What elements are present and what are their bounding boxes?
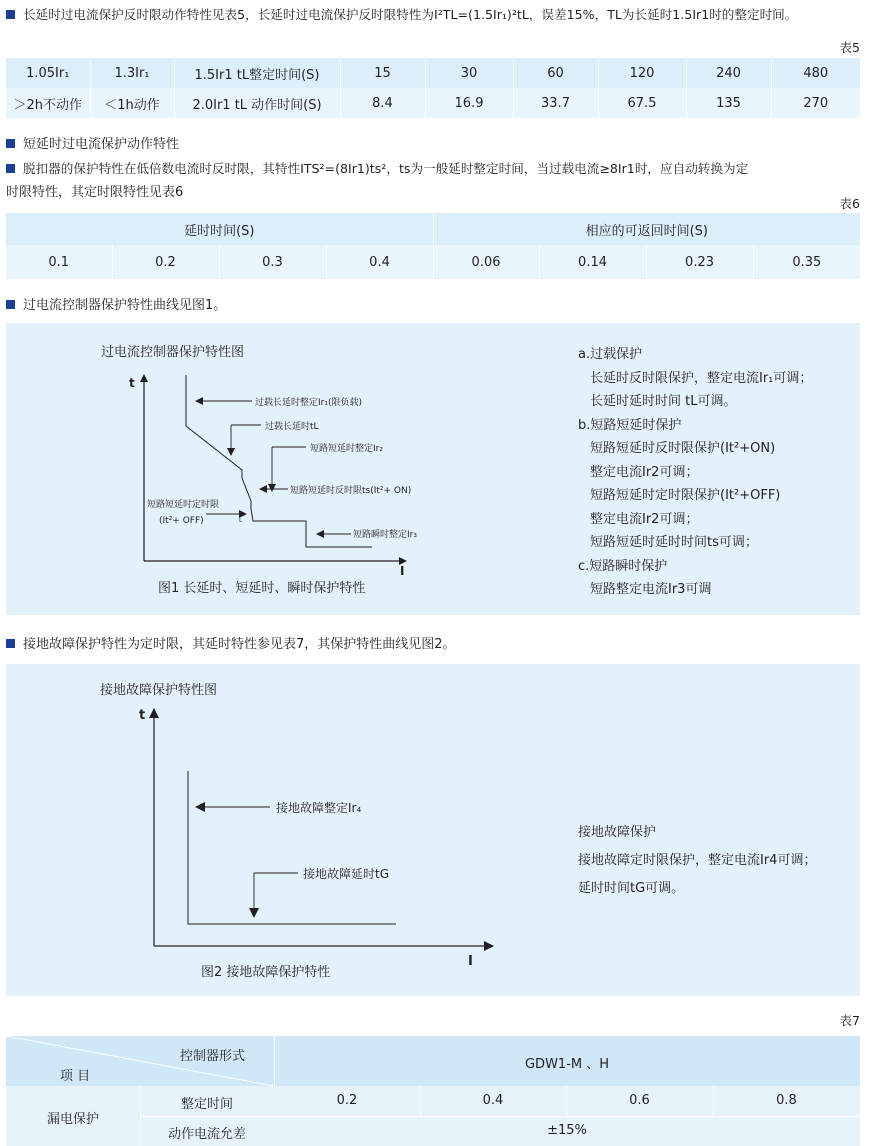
note-b4: 整定电流Ir2可调； [590,511,699,527]
fig2-panel [6,664,860,996]
table5-cell: ＜1h动作 [90,88,174,118]
table7-row2-name: 动作电流允差 [167,1127,246,1142]
note-a2: 长延时延时时间 tL可调。 [590,394,737,409]
table5-cell: 15 [340,58,425,88]
table7-cell: 0.2 [336,1093,358,1108]
bullet-square-icon [6,300,15,309]
fig1-label-def: 短路短延时定时限 [147,500,220,510]
table7-label: 表7 [839,1013,860,1028]
fig1-caption: 图1 长延时、短延时、瞬时保护特性 [158,581,366,596]
fig2-note-2: 延时时间tG可调。 [578,881,685,896]
table6-cell: 0.4 [326,245,433,279]
table7-row1-name: 整定时间 [180,1097,233,1112]
fig1-axis-t-label: t [129,376,135,390]
table5-cell: ＞2h不动作 [13,97,82,113]
table7-corner-bottom: 项 目 [60,1069,91,1084]
table7-cell: 0.6 [629,1093,650,1108]
bullet-square-icon [6,139,15,148]
fig1-label-ts-on: 短路短延时反时限ts(It²+ ON) [290,486,412,496]
fig2-caption: 图2 接地故障保护特性 [201,965,331,980]
note-b5: 短路短延时延时时间ts可调； [590,535,758,550]
para-long-delay: 长延时过电流保护反时限动作特性见表5，长延时过电流保护反时限特性为I²TL=(1.5Ir₁)²tL，误差15%，TL为长延时1.5Ir1时的整定时间。 [6,6,797,25]
table5-cell: 120 [598,58,686,88]
para-ground-fault: 接地故障保护特性为定时限，其延时特性参见表7，其保护特性曲线见图2。 [6,636,456,654]
note-b3: 短路短延时定时限保护(It²+OFF) [590,488,781,503]
fig1-notes [578,343,812,602]
bullet-square-icon [6,164,15,173]
note-a1: 长延时反时限保护，整定电流Ir₁可调； [590,370,813,386]
table5-cell: 67.5 [598,88,686,118]
fig1-title: 过电流控制器保护特性图 [101,345,245,360]
para-release-line2: 时限特性，其定时限特性见表6 [6,185,184,200]
note-b2: 整定电流Ir2可调； [590,464,699,480]
fig1-label-ir1: 过载长延时整定Ir₁(限负载) [255,398,362,408]
table6-header-delay: 延时时间(S) [184,223,255,239]
table5-cell: 1.05Ir₁ [26,65,70,81]
table5-label: 表5 [839,40,860,55]
table6-values-row [6,245,860,279]
table5-cell: 270 [771,88,860,118]
fig2-note-1: 接地故障定时限保护，整定电流Ir4可调； [578,853,817,868]
fig1-label-small: L [239,517,243,524]
fig2-axis-t-label: t [139,708,146,723]
table7-group: 漏电保护 [46,1112,99,1127]
table5-row-2 [6,88,860,118]
table5-cell: 1.3Ir₁ [90,58,174,88]
para-release: 脱扣器的保护特性在低倍数电流时反时限，其特性ITS²=(8Ir1)ts²，ts为一般延时整定时间，当过载电流≥8Ir1时，应自动转换为定 [6,160,748,179]
fig2-title: 接地故障保护特性图 [100,683,218,698]
note-b1: 短路短延时反时限保护(It²+ON) [590,441,776,456]
table5-cell: 60 [513,58,598,88]
fig1-label-def-off: (It²+ OFF) [159,516,204,526]
table6-cell: 0.2 [112,245,219,279]
table7-cell: 0.4 [482,1093,504,1108]
table7-model: GDW1-M 、H [524,1057,610,1072]
table5-cell: 16.9 [425,88,513,118]
table7-tolerance: ±15% [547,1123,587,1138]
fig1-axis-i-label: I [400,564,405,578]
table5-cell: 8.4 [340,88,425,118]
fig1-label-tl: 过载长延时tL [265,422,319,432]
table5-cell: 480 [771,58,860,88]
table7-cell: 0.8 [776,1093,797,1108]
table7 [6,1036,860,1146]
table5-cell: 2.0Ir1 tL 动作时间(S) [174,88,340,118]
table5-cell: 33.7 [513,88,598,118]
table6-cell: 0.1 [48,254,70,270]
table5 [6,58,860,118]
table5-cell: 135 [686,88,771,118]
para-short-delay: 短延时过电流保护动作特性 [6,136,179,154]
table6-cell: 0.3 [219,245,326,279]
bullet-square-icon [6,10,15,19]
table6-cell: 0.14 [539,245,646,279]
table5-cell: 1.5Ir1 tL整定时间(S) [174,58,340,88]
bullet-square-icon [6,639,15,648]
fig2-label-ir4: 接地故障整定Ir₄ [276,801,362,815]
fig2-curve [188,771,396,924]
table6-label: 表6 [839,196,860,211]
table7-corner-top: 控制器形式 [180,1049,246,1064]
table6-cell: 0.23 [646,245,753,279]
fig2-notes [578,819,816,903]
table6-cell: 0.06 [433,245,539,279]
table6-cell: 0.35 [753,245,860,279]
fig1-panel [6,323,860,615]
table6 [6,213,860,279]
table5-cell: 30 [425,58,513,88]
table5-row-1 [6,58,860,88]
note-b-title: b.短路短延时保护 [578,417,682,433]
fig1-label-ir2: 短路短延时整定Ir₂ [310,444,383,454]
fig2-label-tg: 接地故障延时tG [303,867,390,881]
table5-cell: 240 [686,58,771,88]
fig1-label-ir3: 短路瞬时整定Ir₃ [353,530,417,540]
note-c1: 短路整定电流Ir3可调 [590,582,712,597]
note-a-title: a.过载保护 [578,347,643,362]
fig2-axis-i-label: I [468,954,473,969]
table6-header-row [6,213,860,245]
table6-header-return: 相应的可返回时间(S) [433,213,860,245]
para-fig1-ref: 过电流控制器保护特性曲线见图1。 [6,297,226,315]
fig2-note-title: 接地故障保护 [578,825,657,840]
note-c-title: c.短路瞬时保护 [578,558,668,574]
